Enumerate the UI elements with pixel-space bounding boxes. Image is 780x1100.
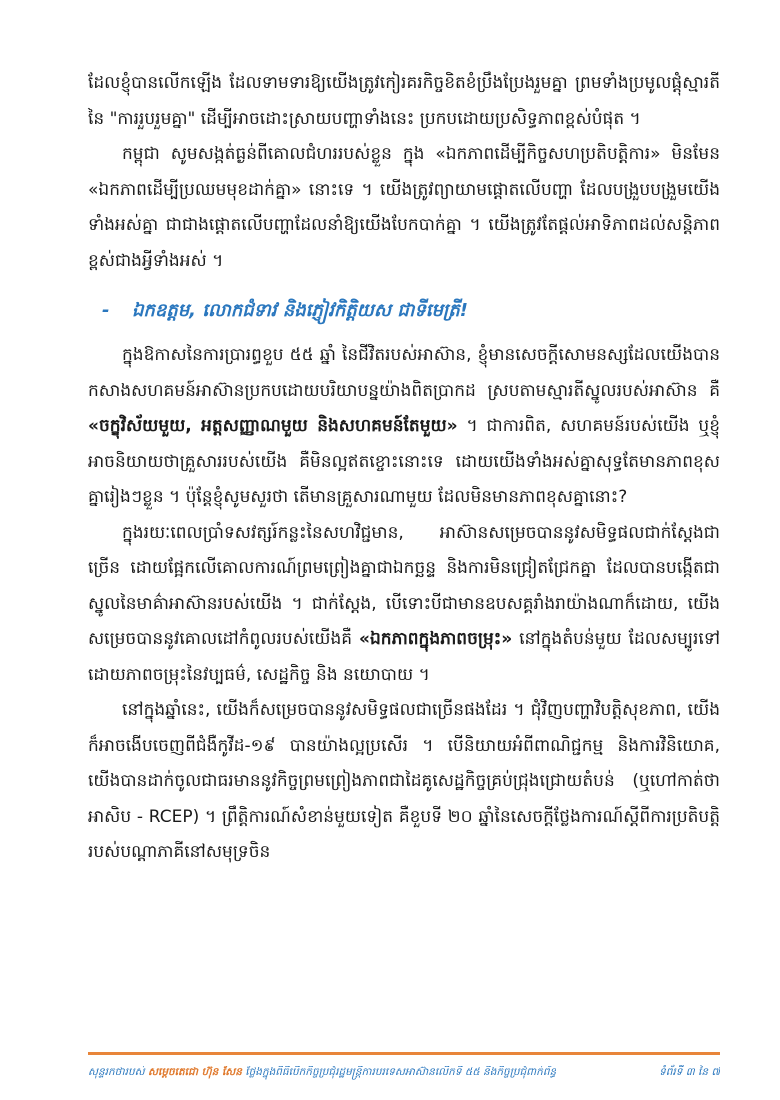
identity-text-before: ក្នុងឱកាសនៃការប្រារព្ធខួប ៥៥ ឆ្នាំ នៃជីវិតរបស់អាស៊ាន, ខ្ញុំមានសេចក្តីសោមនស្សដែលយើងបានកសាងសហគមន៍អាស៊ានប្រកបដោយបរិយាបន្នយ៉ាងពិតប្រាកដ ស្របតាមស្មារតីស្នូលរបស់អាស៊ាន គឺ <box>88 345 720 401</box>
identity-motto: «ចក្ខុវិស័យមួយ, អត្តសញ្ញាណមួយ និងសហគមន៍តែមួយ» <box>88 416 458 436</box>
diversity-text-before: ក្នុងរយៈពេលប្រាំទសវត្សរ៍កន្លះនៃសហវិជ្ជមាន, អាស៊ានសម្រេចបាននូវសមិទ្ធផលជាក់ស្តែងជាច្រើន ដោយផ្អែកលើគោលការណ៍ព្រមព្រៀងគ្នាជាឯកច្ឆន្ទ និងការមិនជ្រៀតជ្រែកគ្នា ដែលបានបង្កើតជាស្នូលនៃមាគ៌ាអាស៊ានរបស់យើង ។ ជាក់ស្តែង, បើទោះបីជាមានឧបសគ្គរាំងរាយ៉ាងណាក៏ដោយ, យើងសម្រេចបាននូវគោលដៅកំពូលរបស់យើងគឺ <box>88 522 720 649</box>
page-footer <box>88 1062 720 1084</box>
salutation-text: ឯកឧត្តម, លោកជំទាវ និងភ្ញៀវកិត្តិយស ជាទីមេត្រី! <box>132 300 468 321</box>
speech-body <box>88 66 720 871</box>
salutation-dash: - <box>102 300 110 321</box>
paragraph-cambodia-position: កម្ពុជា សូមសង្កត់ធ្ងន់ពីគោលជំហររបស់ខ្លួន ក្នុង «ឯកភាពដើម្បីកិច្ចសហប្រតិបត្តិការ» មិនមែន «ឯកភាពដើម្បីប្រឈមមុខដាក់គ្នា» នោះទេ ។ យើងត្រូវព្យាយាមផ្តោតលើបញ្ហា ដែលបង្រួបបង្រួមយើងទាំងអស់គ្នា ជាជាងផ្តោតលើបញ្ហាដែលនាំឱ្យយើងបែកបាក់គ្នា ។ យើងត្រូវតែផ្តល់អាទិភាពដល់សន្តិភាព ខ្ពស់ជាងអ្វីទាំងអស់ ។ <box>88 144 720 271</box>
footer-divider <box>88 1052 720 1055</box>
footer-prefix: សុន្ទរកថារបស់ <box>88 1065 148 1078</box>
diversity-motto: «ឯកភាពក្នុងភាពចម្រុះ» <box>359 629 513 649</box>
page-number: ទំព័រទី ៣ នៃ ៧ <box>659 1065 720 1078</box>
paragraph-unity-diversity <box>88 516 720 694</box>
identity-text-after: ។ ជាការពិត, សហគមន៍របស់យើង ឬខ្ញុំអាចនិយាយថាគ្រួសាររបស់យើង គឺមិនល្អឥតខ្ចោះនោះទេ ដោយយើងទាំងអស់គ្នាសុទ្ធតែមានភាពខុសគ្នារៀងៗខ្លួន ។ ប៉ុន្តែខ្ញុំសូមសួរថា តើមានគ្រួសារណាមួយ ដែលមិនមានភាពខុសគ្នានោះ? <box>88 416 720 507</box>
footer-title: ថ្លែងក្នុងពិធីបើកកិច្ចប្រជុំរដ្ឋមន្ត្រីការបរទេសអាស៊ានលើកទី ៥៥ និងកិច្ចប្រជុំពាក់ព័ន្ធ <box>241 1065 557 1078</box>
paragraph-achievements-year: នៅក្នុងឆ្នាំនេះ, យើងក៏សម្រេចបាននូវសមិទ្ធផលជាច្រើនផងដែរ ។ ជុំវិញបញ្ហាវិបត្តិសុខភាព, យើងក៏អាចងើបចេញពីជំងឺកូវីដ-១៩ បានយ៉ាងល្អប្រសើរ ។ បើនិយាយអំពីពាណិជ្ជកម្ម និងការវិនិយោគ, យើងបានដាក់ចូលជាធរមាននូវកិច្ចព្រមព្រៀងភាពជាដៃគូសេដ្ឋកិច្ចគ្រប់ជ្រុងជ្រោយតំបន់ (ឬហៅកាត់ថា អាសិប - RCEP) ។ ព្រឹត្តិការណ៍សំខាន់មួយទៀត គឺខួបទី ២០ ឆ្នាំនៃសេចក្តីថ្លែងការណ៍ស្តីពីការប្រតិបត្តិរបស់បណ្តាភាគីនៅសមុទ្រចិន <box>88 700 720 862</box>
paragraph-asean-identity <box>88 338 720 516</box>
diversity-text-after: នៅក្នុងតំបន់មួយ ដែលសម្បូរទៅដោយភាពចម្រុះនៃវប្បធម៌, សេដ្ឋកិច្ច និង នយោបាយ ។ <box>88 629 721 685</box>
footer-speaker: សម្តេចតេជោ ហ៊ុន សែន <box>148 1065 242 1078</box>
salutation-line <box>88 293 720 328</box>
paragraph-continuation: ដែលខ្ញុំបានលើកឡើង ដែលទាមទារឱ្យយើងត្រូវកៀរគរកិច្ចខិតខំប្រឹងប្រែងរួមគ្នា ព្រមទាំងប្រមូលផ្តុំស្មារតីនៃ "ការរួបរួមគ្នា" ដើម្បីអាចដោះស្រាយបញ្ហាទាំងនេះ ប្រកបដោយប្រសិទ្ធភាពខ្ពស់បំផុត ។ <box>88 73 720 129</box>
footer-caption <box>88 1066 556 1081</box>
